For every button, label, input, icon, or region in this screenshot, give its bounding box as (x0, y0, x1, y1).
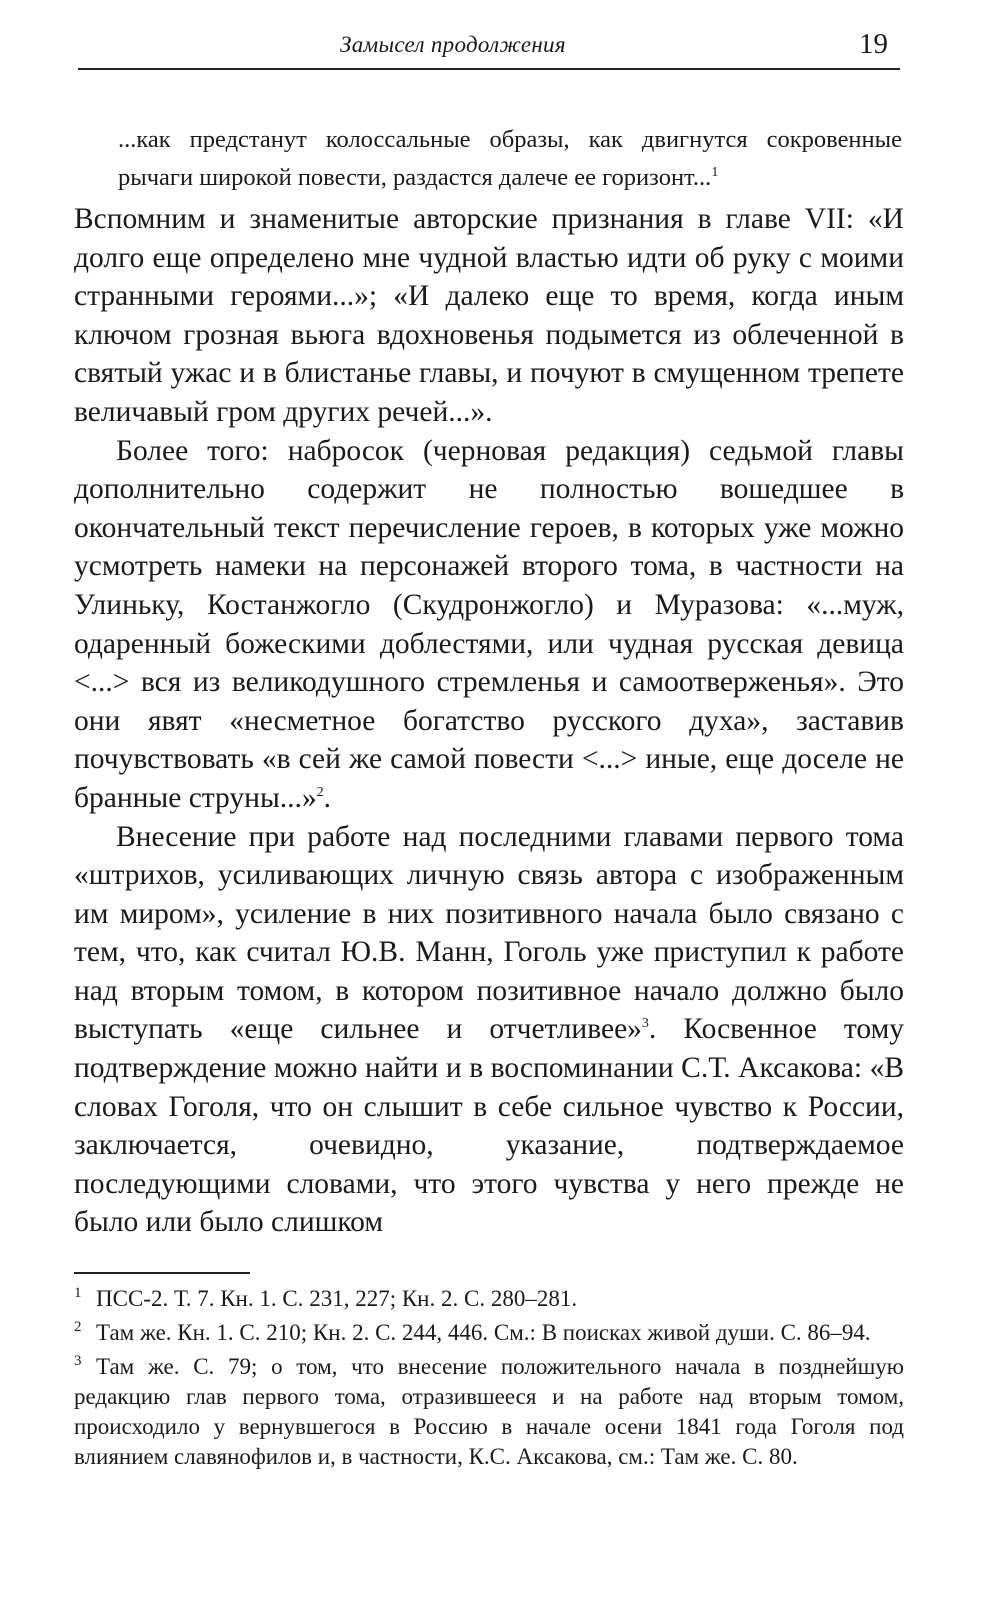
page-number: 19 (859, 28, 888, 60)
footnote-marker: 3 (74, 1353, 82, 1369)
footnote-text: ПСС-2. Т. 7. Кн. 1. С. 231, 227; Кн. 2. С. 280–281. (96, 1286, 578, 1311)
running-header (78, 28, 900, 70)
footnote-marker: 2 (74, 1319, 82, 1335)
paragraph-2-text: Более того: набросок (черновая редакция) седьмой главы дополнительно содержит не полностью вошедшее в окончательный текст перечисление героев, в которых уже можно усмотреть намеки на персонажей второго тома, в частности на Улиньку, Костанжогло (Скудронжогло) и Муразова: «...муж, одаренный божескими доблестями, или чудная русская девица <...> вся из великодушного стремленья и самоотверженья». Это они явят «несметное богатство русского духа», заставив почувствовать «в сей же самой повести <...> иные, еще доселе не бранные струны...» (74, 434, 904, 814)
paragraph-2 (74, 432, 904, 818)
main-text (74, 200, 904, 1242)
paragraph-1: Вспомним и знаменитые авторские признания в главе VII: «И долго еще определено мне чудной властью идти об руку с моими странными героями...»; «И далеко еще то время, когда иным ключом грозная вьюга вдохновенья подымется из облеченной в святый ужас и в блистанье главы, и почуют в смущенном трепете величавый гром других речей...». (74, 203, 904, 428)
paragraph-3-part-1: Внесение при работе над последними главами первого тома «штрихов, усиливающих личную связь автора с изображенным им миром», усиление в них позитивного начала было связано с тем, что, как считал Ю.В. Манн, Гоголь уже приступил к работе над вторым томом, в котором позитивное начало должно было выступать «еще сильнее и отчетливее» (74, 820, 904, 1046)
paragraph-3 (74, 818, 904, 1243)
footnote-ref-2: 2 (316, 785, 324, 801)
footnote-ref-3: 3 (641, 1016, 649, 1032)
footnotes (74, 1284, 904, 1476)
epigraph-quote (118, 121, 902, 197)
footnote-text: Там же. Кн. 1. С. 210; Кн. 2. С. 244, 446. См.: В поисках живой души. С. 86–94. (96, 1320, 871, 1345)
footnote-ref-1: 1 (711, 164, 719, 180)
paragraph-3-part-2: . Косвенное тому подтверждение можно найти и в воспоминании С.Т. Аксакова: «В словах Гоголя, что он слышит в себе сильное чувство к России, заключается, очевидно, указание, подтверждаемое последующими словами, что этого чувства у него прежде не было или было слишком (74, 1013, 904, 1239)
footnote-3 (74, 1352, 904, 1472)
epigraph-text: ...как предстанут колоссальные образы, как двигнутся сокровенные рычаги широкой повести, раздастся далече ее горизонт... (118, 125, 902, 191)
footnote-1 (74, 1284, 904, 1314)
footnote-divider (74, 1272, 250, 1274)
footnote-2 (74, 1318, 904, 1348)
footnote-marker: 1 (74, 1285, 82, 1301)
paragraph-2-end: . (323, 781, 332, 814)
footnote-text: Там же. С. 79; о том, что внесение положительного начала в позднейшую редакцию глав первого тома, отразившееся и на работе над вторым томом, происходило у вернувшегося в Россию в начале осени 1841 года Гоголя под влиянием славянофилов и, в частности, К.С. Аксакова, см.: Там же. С. 80. (74, 1354, 904, 1469)
running-title: Замысел продолжения (340, 32, 566, 57)
